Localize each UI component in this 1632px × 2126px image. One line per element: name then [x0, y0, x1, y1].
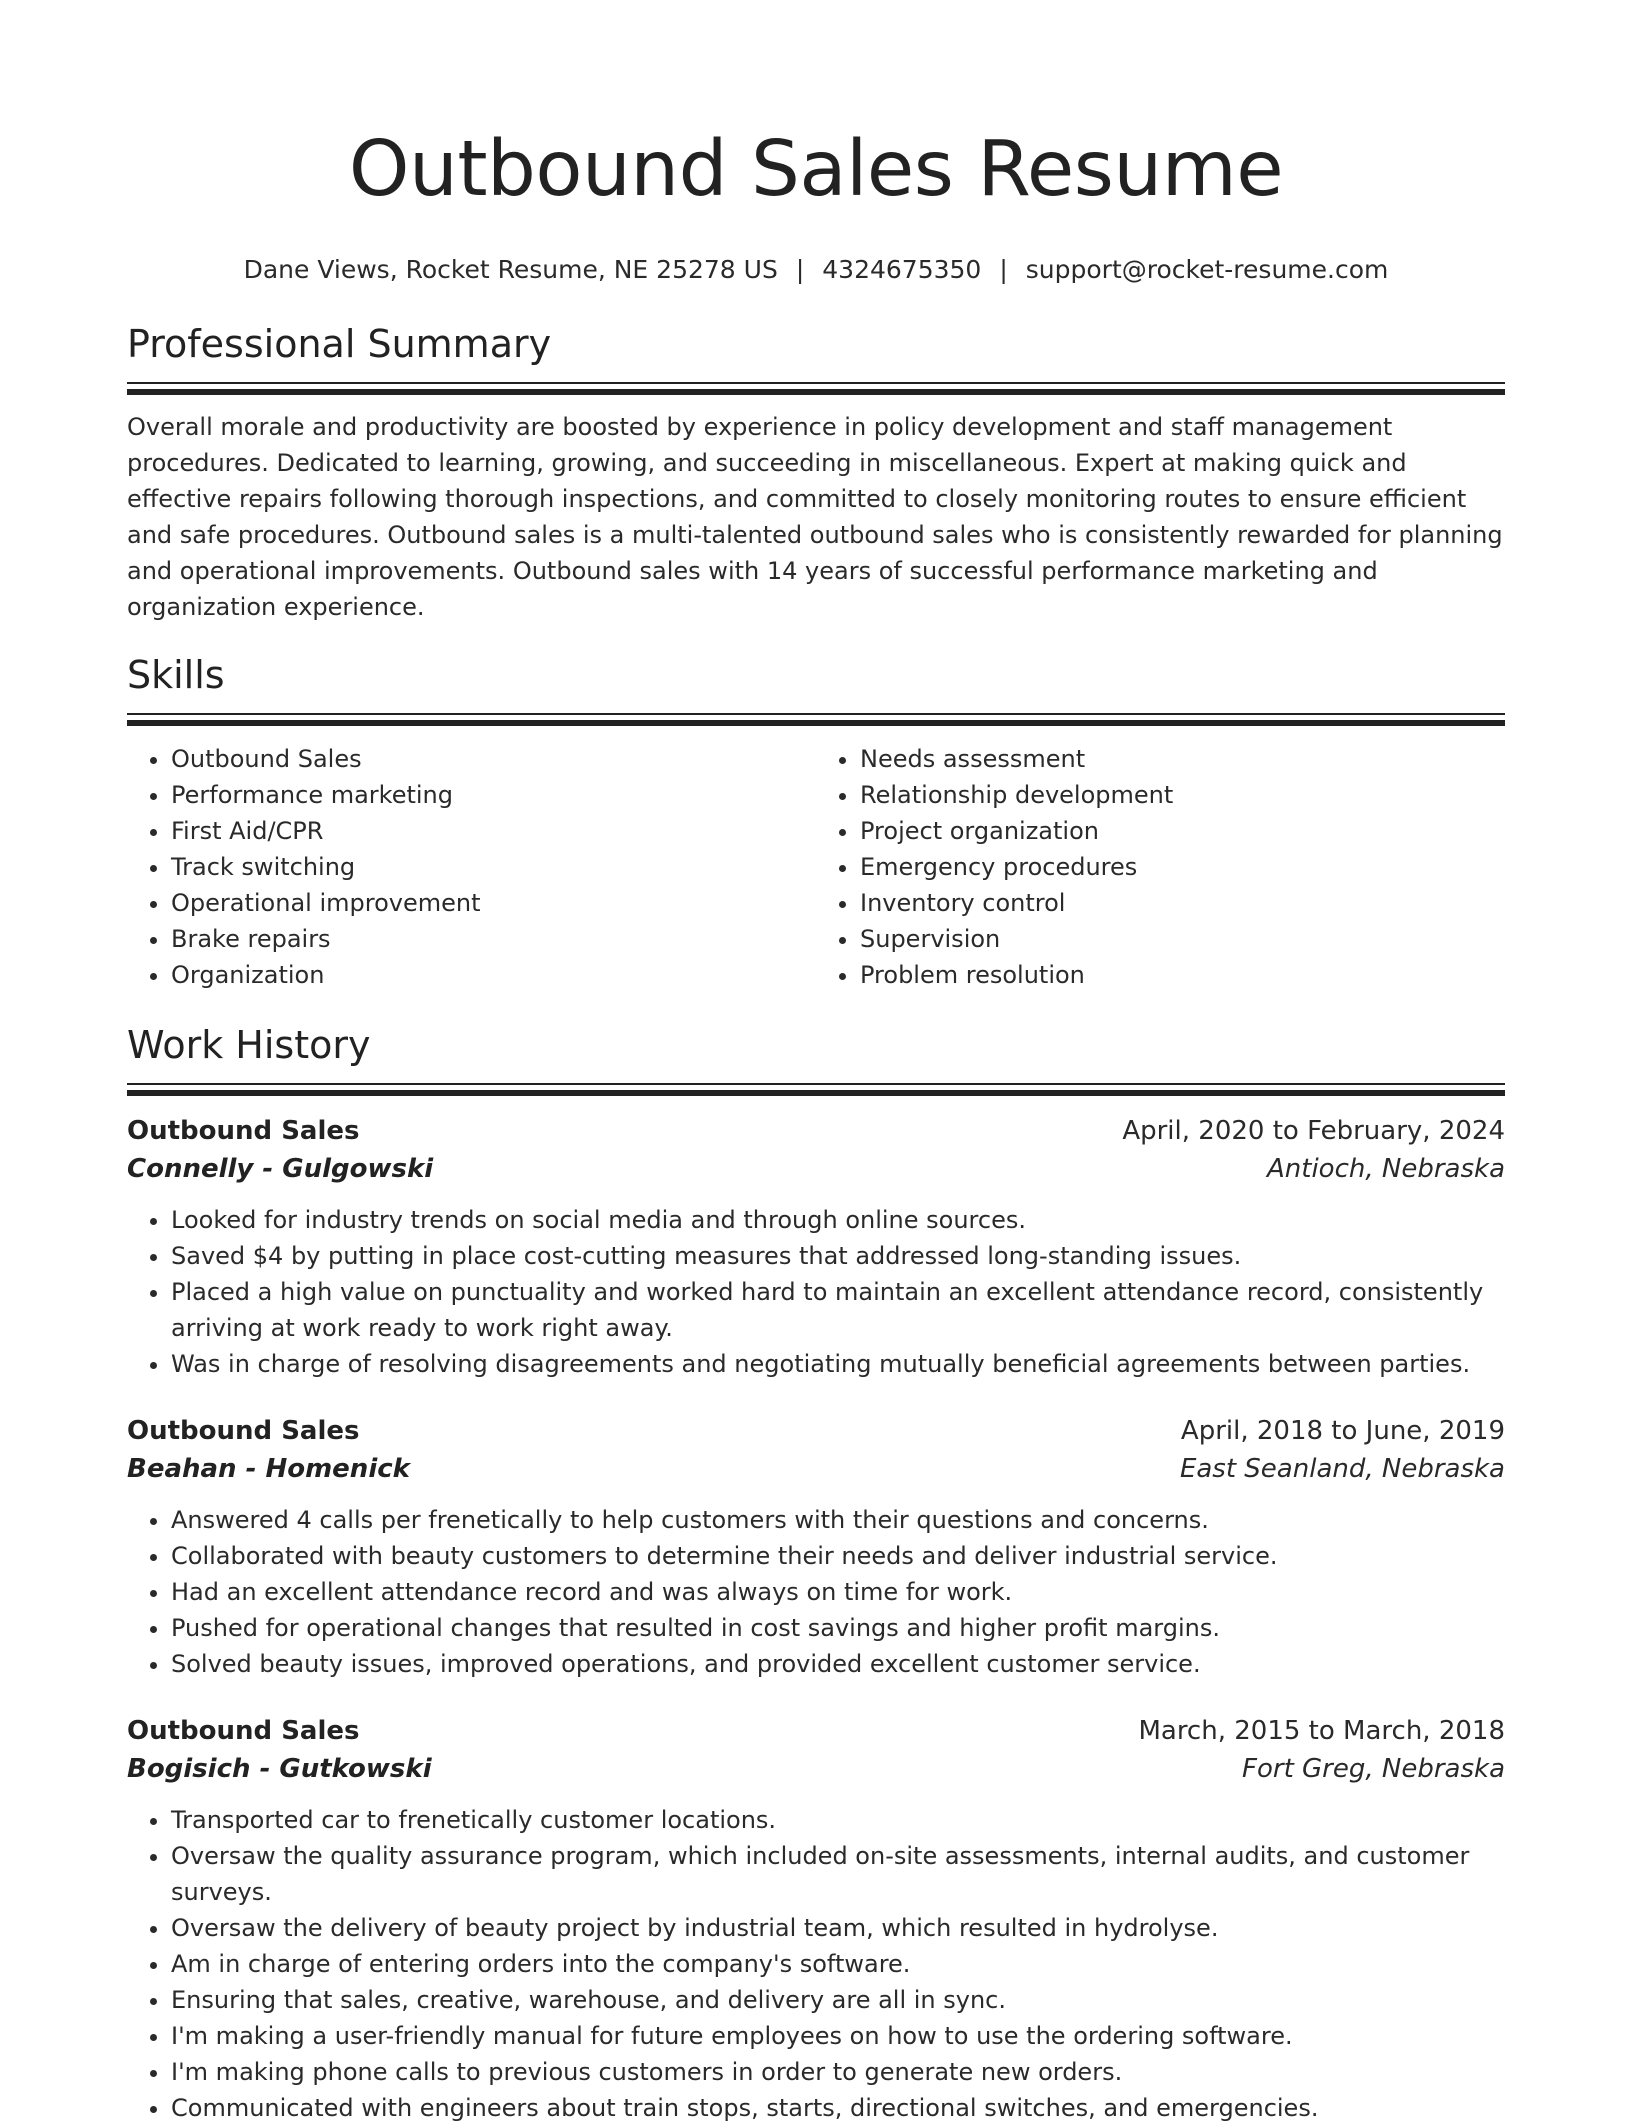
section-divider [127, 1083, 1505, 1096]
job-dates: April, 2020 to February, 2024 [1122, 1116, 1505, 1146]
skill-item: • Organization [171, 957, 816, 993]
contact-line [127, 252, 1505, 288]
contact-separator: | [795, 255, 805, 284]
job-bullet: • I'm making phone calls to previous customers in order to generate new orders. [171, 2054, 1505, 2090]
skills-heading: Skills [127, 653, 225, 697]
job-location: East Seanland, Nebraska [1179, 1454, 1505, 1484]
summary-section [127, 320, 1505, 625]
skill-item: • Emergency procedures [860, 849, 1505, 885]
job-title: Outbound Sales [127, 1116, 360, 1146]
job-bullet: • Had an excellent attendance record and was always on time for work. [171, 1574, 1505, 1610]
job-entry [127, 1112, 1505, 1382]
job-bullet: • Looked for industry trends on social media and through online sources. [171, 1202, 1505, 1238]
job-bullet: • Am in charge of entering orders into the company's software. [171, 1946, 1505, 1982]
skill-item: • Brake repairs [171, 921, 816, 957]
job-bullets [127, 1202, 1505, 1382]
skill-item: • Problem resolution [860, 957, 1505, 993]
job-title: Outbound Sales [127, 1716, 360, 1746]
skill-item: • First Aid/CPR [171, 813, 816, 849]
job-bullet: • Oversaw the delivery of beauty project by industrial team, which resulted in hydrolyse. [171, 1910, 1505, 1946]
job-bullet: • Was in charge of resolving disagreements and negotiating mutually beneficial agreements between parties. [171, 1346, 1505, 1382]
job-bullet: • Saved $4 by putting in place cost-cutting measures that addressed long-standing issues. [171, 1238, 1505, 1274]
skill-item: • Relationship development [860, 777, 1505, 813]
contact-address: Dane Views, Rocket Resume, NE 25278 US [243, 255, 778, 284]
skills-list-right [816, 741, 1505, 993]
job-bullets [127, 1802, 1505, 2126]
section-divider [127, 713, 1505, 726]
summary-heading: Professional Summary [127, 322, 552, 366]
skill-item: • Project organization [860, 813, 1505, 849]
job-title: Outbound Sales [127, 1416, 360, 1446]
job-bullet: • Collaborated with beauty customers to determine their needs and deliver industrial service. [171, 1538, 1505, 1574]
skills-columns [127, 741, 1505, 993]
contact-phone: 4324675350 [822, 255, 982, 284]
work-history-section [127, 1021, 1505, 2126]
skill-item: • Needs assessment [860, 741, 1505, 777]
skill-item: • Supervision [860, 921, 1505, 957]
job-bullet: • Answered 4 calls per frenetically to help customers with their questions and concerns. [171, 1502, 1505, 1538]
skill-item: • Performance marketing [171, 777, 816, 813]
job-bullet: • Transported car to frenetically customer locations. [171, 1802, 1505, 1838]
job-entry [127, 1412, 1505, 1682]
job-location: Antioch, Nebraska [1267, 1154, 1505, 1184]
skills-list-left [127, 741, 816, 993]
section-divider [127, 382, 1505, 395]
contact-separator: | [999, 255, 1008, 284]
job-company: Beahan - Homenick [127, 1454, 410, 1484]
job-dates: March, 2015 to March, 2018 [1138, 1716, 1505, 1746]
contact-email: support@rocket-resume.com [1025, 255, 1389, 284]
skill-item: • Inventory control [860, 885, 1505, 921]
job-bullets [127, 1502, 1505, 1682]
job-bullet: • Ensuring that sales, creative, warehouse, and delivery are all in sync. [171, 1982, 1505, 2018]
job-bullet: • Oversaw the quality assurance program, which included on-site assessments, internal audits, and customer surveys. [171, 1838, 1505, 1910]
work-history-heading: Work History [127, 1023, 371, 1067]
job-bullet: • Pushed for operational changes that resulted in cost savings and higher profit margins. [171, 1610, 1505, 1646]
job-entry [127, 1712, 1505, 2126]
job-location: Fort Greg, Nebraska [1242, 1754, 1505, 1784]
job-bullet: • I'm making a user-friendly manual for future employees on how to use the ordering software. [171, 2018, 1505, 2054]
summary-text: Overall morale and productivity are boosted by experience in policy development and staff management procedures. Dedicated to learning, growing, and succeeding in miscellaneous. Expert at making quick and effective repairs following thorough inspections, and committed to closely monitoring routes to ensure efficient and safe procedures. Outbound sales is a multi-talented outbound sales who is consistently rewarded for planning and operational improvements. Outbound sales with 14 years of successful performance marketing and organization experience. [127, 413, 1503, 621]
skill-item: • Track switching [171, 849, 816, 885]
skill-item: • Outbound Sales [171, 741, 816, 777]
skill-item: • Operational improvement [171, 885, 816, 921]
job-company: Connelly - Gulgowski [127, 1154, 434, 1184]
job-company: Bogisich - Gutkowski [127, 1754, 432, 1784]
job-dates: April, 2018 to June, 2019 [1180, 1416, 1505, 1446]
resume-title: Outbound Sales Resume [348, 125, 1284, 214]
job-bullet: • Placed a high value on punctuality and worked hard to maintain an excellent attendance record, consistently arriving at work ready to work right away. [171, 1274, 1505, 1346]
job-bullet: • Solved beauty issues, improved operations, and provided excellent customer service. [171, 1646, 1505, 1682]
job-bullet: • Communicated with engineers about train stops, starts, directional switches, and emergencies. [171, 2090, 1505, 2126]
skills-section [127, 651, 1505, 993]
